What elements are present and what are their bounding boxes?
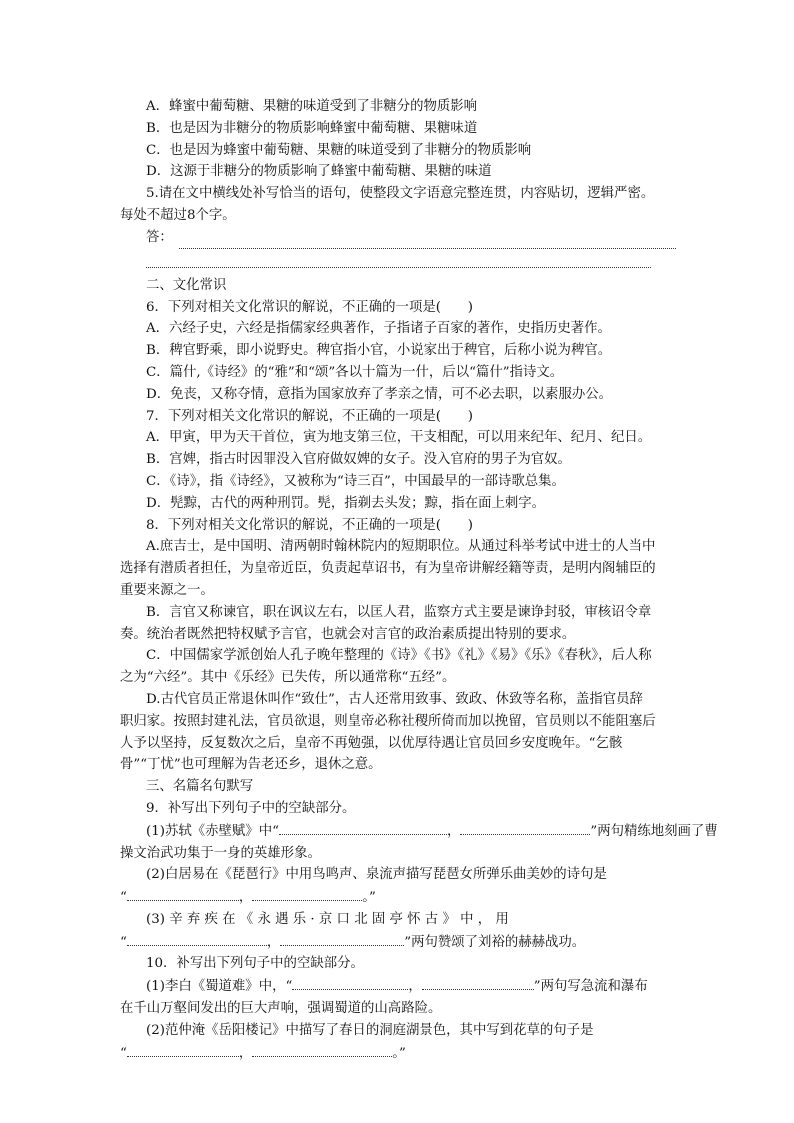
q10-item1-line2: 在千山万壑间发出的巨大声响，强调蜀道的山高路险。 xyxy=(120,1001,442,1017)
q10-item2-close: 。” xyxy=(392,1045,406,1061)
q7-option-a: A．甲寅，甲为天干首位，寅为地支第三位，干支相配，可以用来纪年、纪月、纪日。 xyxy=(146,430,652,446)
q8-option-a xyxy=(120,536,676,601)
q10-item1-line1 xyxy=(146,975,676,998)
q6-option-c: C．篇什,《诗经》的“雅”和“颂”各以十篇为一什，后以“篇什”指诗文。 xyxy=(146,364,564,380)
q8-option-d xyxy=(120,689,676,776)
q8-option-a-line3: 重要来源之一。 xyxy=(120,582,214,598)
q5-answer-blank-2[interactable] xyxy=(146,253,651,268)
q5-question xyxy=(120,183,676,275)
q9-item3-blank-1[interactable] xyxy=(127,931,267,946)
q9-stem: 9．补写出下列句子中的空缺部分。 xyxy=(146,800,356,816)
q8-option-d-line3: 人予以坚持，反复数次之后，皇帝不再勉强，以优厚待遇让官员回乡安度晚年。“乞骸 xyxy=(120,735,623,751)
q6-option-d: D．免丧，又称夺情，意指为国家放弃了孝亲之情，可不必去职，以素服办公。 xyxy=(146,386,613,402)
q9-item2-line1: (2)白居易在《琵琶行》中用鸟鸣声、泉流声描写琵琶女所弹乐曲美妙的诗句是 xyxy=(146,867,607,883)
q10-stem: 10．补写出下列句子中的空缺部分。 xyxy=(146,956,364,972)
q10-item2-open: “ xyxy=(120,1045,127,1061)
q10-item1-pre: (1)李白《蜀道难》中，“ xyxy=(146,979,293,995)
q5-stem-line2: 每处不超过8个字。 xyxy=(120,207,236,223)
q9-item3-line2 xyxy=(120,931,676,954)
q4-option-a: A．蜂蜜中葡萄糖、果糖的味道受到了非糖分的物质影响 xyxy=(146,99,478,114)
q9-item1-pre: (1)苏轼《赤壁赋》中“ xyxy=(146,823,279,839)
q9-item3-open: “ xyxy=(120,934,127,950)
q8-question xyxy=(120,515,676,777)
q9-item1-post: ”两句精练地刻画了曹 xyxy=(590,823,718,839)
q9-item3-post: ”两句赞颂了刘裕的赫赫战功。 xyxy=(404,934,586,950)
q8-option-d-line1: D.古代官员正常退休叫作“致仕”，古人还常用致事、致政、休致等名称，盖指官员辞 xyxy=(146,691,643,707)
q6-option-b: B．稗官野乘，即小说野史。稗官指小官，小说家出于稗官，后称小说为稗官。 xyxy=(146,343,612,359)
q6-stem: 6．下列对相关文化常识的解说，不正确的一项是( ) xyxy=(146,299,473,315)
q5-answer-row-2 xyxy=(146,253,676,275)
q9-item1-line2: 操文治武功集于一身的英雄形象。 xyxy=(120,845,321,861)
q8-option-c-line2: 之为“六经”。其中《乐经》已失传，所以通常称“五经”。 xyxy=(120,670,456,686)
q7-question xyxy=(146,406,676,515)
q9-item1-blank-1[interactable] xyxy=(279,820,447,835)
q9-item1-line1 xyxy=(146,820,718,843)
q8-option-c-line1: C．中国儒家学派创始人孔子晚年整理的《诗》《书》《礼》《易》《乐》《春秋》，后人称 xyxy=(146,648,652,664)
q10-item1-post: ”两句写急流和瀑布 xyxy=(533,979,648,995)
q4-option-d: D．这源于非糖分的物质影响了蜂蜜中葡萄糖、果糖的味道 xyxy=(146,164,492,180)
q9-item3-blank-2[interactable] xyxy=(280,931,404,946)
section-title-culture: 二、文化常识 xyxy=(146,277,227,293)
q10-item1-blank-1[interactable] xyxy=(292,975,408,990)
q8-option-a-line1: A.庶吉士，是中国明、清两朝时翰林院内的短期职位。从通过科举考试中进士的人当中 xyxy=(146,539,656,555)
q8-option-d-line4: 骨”“丁忧”也可理解为告老还乡，退休之意。 xyxy=(120,757,382,773)
section-title-recitation: 三、名篇名句默写 xyxy=(146,779,254,795)
q9-question xyxy=(120,798,718,954)
q9-item2-open: “ xyxy=(120,890,127,906)
q7-stem: 7．下列对相关文化常识的解说，不正确的一项是( ) xyxy=(146,408,473,424)
q7-option-c: C．《诗》，指《诗经》，又被称为“诗三百”，中国最早的一部诗歌总集。 xyxy=(146,473,565,489)
q5-answer-label: 答： xyxy=(146,229,173,245)
q4-options xyxy=(146,96,676,183)
q8-option-a-line2: 选择有潜质者担任，为皇帝近臣，负责起草诏书，有为皇帝讲解经籍等责，是明内阁辅臣的 xyxy=(120,561,656,577)
q7-option-b: B．宫婢，指古时因罪没入官府做奴婢的女子。没入官府的男子为官奴。 xyxy=(146,452,571,468)
q5-stem-line1: 5.请在文中横线处补写恰当的语句，使整段文字语意完整连贯，内容贴切，逻辑严密。 xyxy=(146,186,655,202)
q8-stem: 8．下列对相关文化常识的解说，不正确的一项是( ) xyxy=(146,517,473,533)
q8-option-c xyxy=(120,645,676,689)
q9-item3-line1: (3) 辛 弃 疾 在 《 永 遇 乐 · 京 口 北 固 亭 怀 古 》 中 ， 用 xyxy=(146,911,509,927)
q4-option-b: B．也是因为非糖分的物质影响蜂蜜中葡萄糖、果糖味道 xyxy=(146,120,478,136)
q10-item1-blank-2[interactable] xyxy=(422,975,534,990)
q10-item2-comma: ， xyxy=(238,1045,253,1061)
q6-option-a: A．六经子史，六经是指儒家经典著作，子指诸子百家的著作，史指历史著作。 xyxy=(146,321,611,337)
q5-answer-row xyxy=(146,227,676,249)
q9-item2-blank-2[interactable] xyxy=(252,886,362,901)
q9-item2-blank-1[interactable] xyxy=(127,886,239,901)
q8-option-b xyxy=(120,602,676,646)
q10-item2-blank-1[interactable] xyxy=(127,1042,239,1057)
q10-item2-line1: (2)范仲淹《岳阳楼记》中描写了春日的洞庭湖景色，其中写到花草的句子是 xyxy=(146,1022,594,1038)
q9-item2-line2 xyxy=(120,886,676,909)
q9-item1-blank-2[interactable] xyxy=(460,820,590,835)
q8-option-b-line1: B．言官又称谏官，职在讽议左右，以匡人君，监察方式主要是谏诤封驳，审核诏令章 xyxy=(146,604,652,620)
q6-question xyxy=(146,297,676,406)
q10-item2-blank-2[interactable] xyxy=(252,1042,392,1057)
q7-option-d: D．髡黥，古代的两种刑罚。髡，指剃去头发；黥，指在面上刺字。 xyxy=(146,495,546,511)
q9-item2-close: 。” xyxy=(362,890,376,906)
q9-item2-comma: ， xyxy=(238,890,253,906)
q9-item1-comma: ， xyxy=(446,823,461,839)
q10-item1-comma: ， xyxy=(408,979,422,995)
q10-item2-line2 xyxy=(120,1042,676,1065)
q8-option-d-line2: 职归家。按照封建礼法，官员欲退，则皇帝必称社稷所倚而加以挽留，官员则以不能阻塞后 xyxy=(120,713,656,729)
q9-item3-comma: ， xyxy=(266,934,281,950)
q8-option-b-line2: 奏。统治者既然把特权赋予言官，也就会对言官的政治素质提出特别的要求。 xyxy=(120,626,576,642)
q10-question xyxy=(120,953,676,1064)
q4-option-c: C．也是因为蜂蜜中葡萄糖、果糖的味道受到了非糖分的物质影响 xyxy=(146,142,532,158)
q5-answer-blank-1[interactable] xyxy=(179,234,676,249)
